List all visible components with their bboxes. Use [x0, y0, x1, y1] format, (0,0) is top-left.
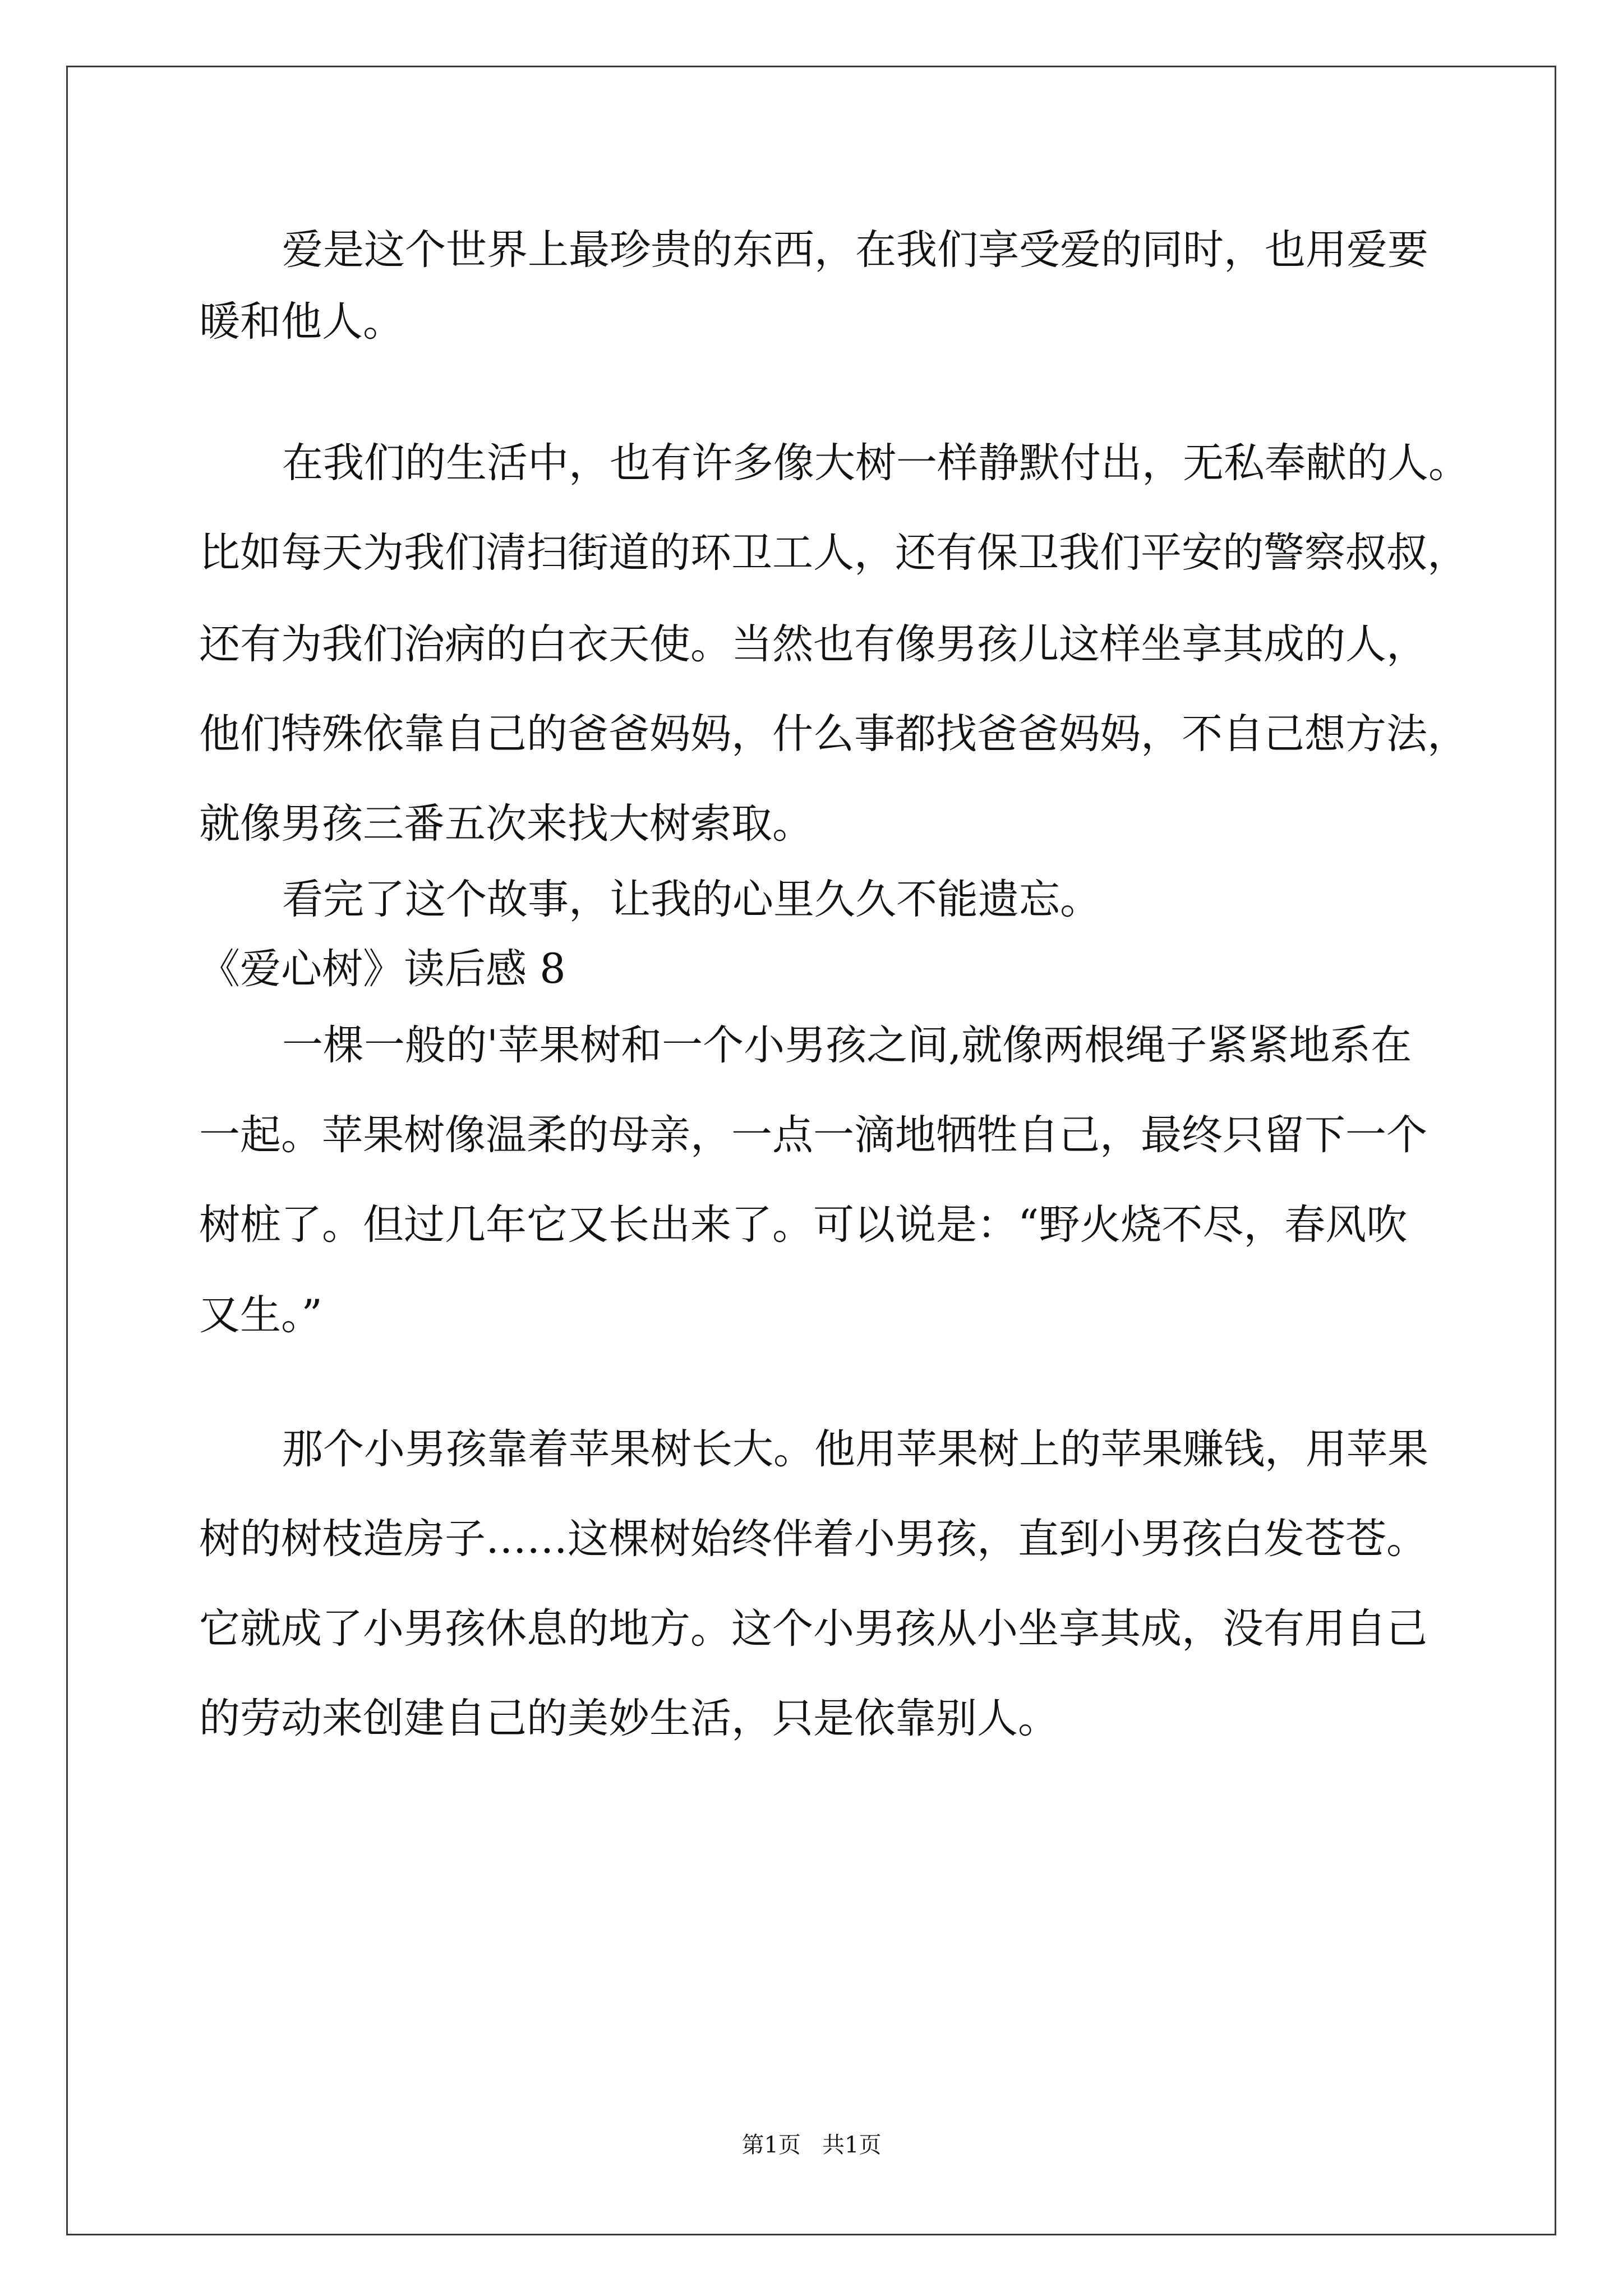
- page-footer: 第1页 共1页: [741, 2132, 882, 2158]
- paragraph-line: 看完了这个故事，让我的心里久久不能遗忘。: [282, 876, 1101, 923]
- paragraph-line: 一棵一般的'苹果树和一个小男孩之间,就像两根绳子紧紧地系在: [282, 1022, 1412, 1069]
- paragraph-line: 比如每天为我们清扫街道的环卫工人，还有保卫我们平安的警察叔叔，: [199, 529, 1468, 577]
- paragraph-line: 还有为我们治病的白衣天使。当然也有像男孩儿这样坐享其成的人，: [199, 620, 1427, 668]
- paragraph-line: 的劳动来创建自己的美妙生活，只是依靠别人。: [199, 1695, 1059, 1742]
- paragraph-line: 那个小男孩靠着苹果树长大。他用苹果树上的苹果赚钱，用苹果: [282, 1425, 1428, 1473]
- paragraph-line: 又生。”: [199, 1291, 322, 1339]
- paragraph-line: 一起。苹果树像温柔的母亲，一点一滴地牺牲自己，最终只留下一个: [199, 1111, 1427, 1159]
- paragraph-line: 暖和他人。: [199, 298, 404, 346]
- paragraph-line: 树桩了。但过几年它又长出来了。可以说是：“野火烧不尽，春风吹: [199, 1201, 1408, 1249]
- paragraph-line: 它就成了小男孩休息的地方。这个小男孩从小坐享其成，没有用自己: [199, 1605, 1427, 1653]
- paragraph-line: 就像男孩三番五次来找大树索取。: [199, 800, 813, 848]
- paragraph-line: 爱是这个世界上最珍贵的东西，在我们享受爱的同时，也用爱要: [282, 226, 1428, 274]
- paragraph-line: 树的树枝造房子……这棵树始终伴着小男孩，直到小男孩白发苍苍。: [199, 1515, 1427, 1563]
- paragraph-line: 在我们的生活中，也有许多像大树一样静默付出，无私奉献的人。: [282, 439, 1469, 487]
- paragraph-line: 他们特殊依靠自己的爸爸妈妈，什么事都找爸爸妈妈，不自己想方法，: [199, 710, 1468, 758]
- section-heading: 《爱心树》读后感 8: [199, 945, 566, 993]
